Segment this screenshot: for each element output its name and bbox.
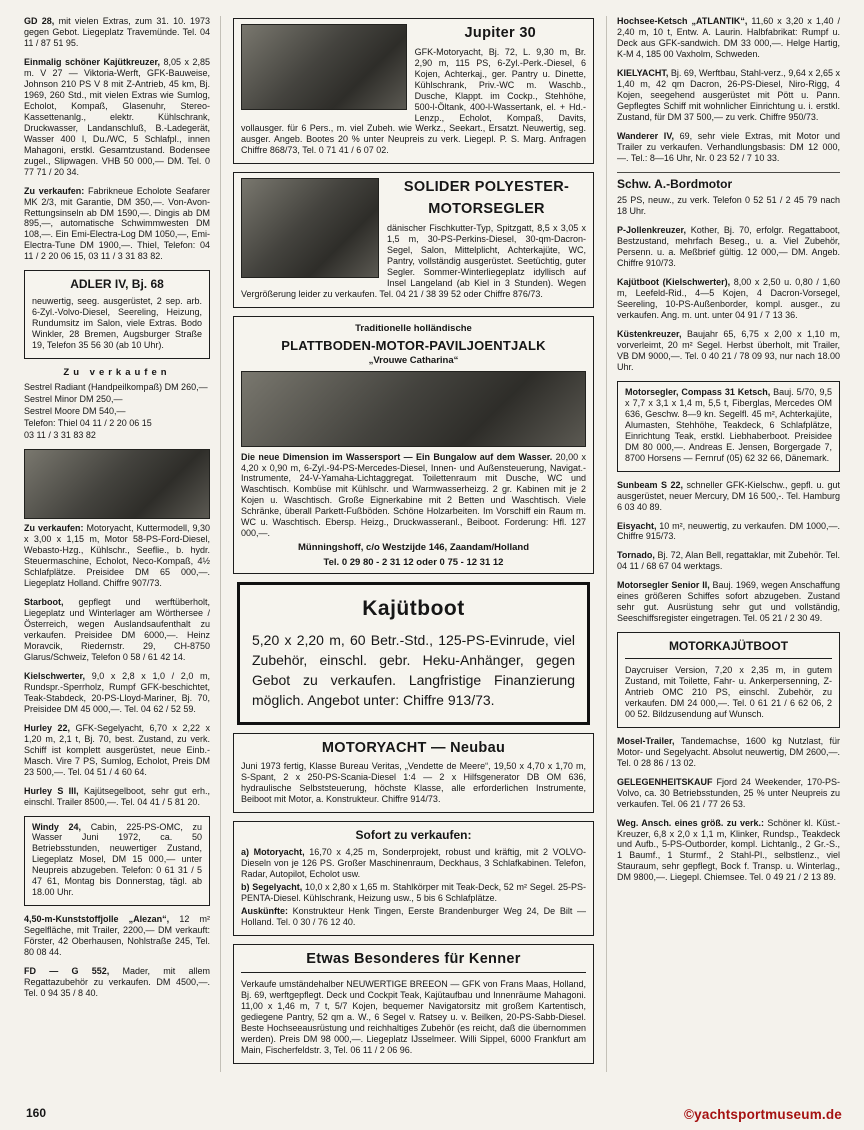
ad-title: PLATTBODEN-MOTOR-PAVILJOENTJALK — [281, 338, 546, 354]
classified-ad — [24, 966, 210, 999]
classified-ad — [24, 16, 210, 49]
ad-box — [233, 821, 594, 935]
classified-ad — [24, 723, 210, 778]
ad-text: GD 28, mit vielen Extras, zum 31. 10. 1973 gegen Gebot. Liegeplatz Travemünde. Tel. 04 11 / 87 51 95. — [24, 16, 210, 48]
ad-text: Mosel-Trailer, Tandemachse, 1600 kg Nutzlast, für Motor- und Segelyacht. Absolut neuwertig, DM 2600,—. Tel. 0 28 86 / 13 02. — [617, 735, 840, 768]
classified-ad — [617, 381, 840, 472]
ad-text: Eisyacht, 10 m², neuwertig, zu verkaufen. DM 1000,—. Chiffre 915/73. — [617, 520, 840, 542]
classified-ad — [24, 786, 210, 808]
classified-ad — [24, 186, 210, 263]
ad-text: Windy 24, Cabin, 225-PS-OMC, zu Wasser Juni 1972, ca. 50 Betriebsstunden, neuwertiger Zustand, Liegeplatz Mosel, DM 15 000,— unter Neupreis abzugeben. Telefon: 0 61 31 / 5 47 61, Montag bis Donnerstag, tägl. ab 18.00 Uhr. — [32, 821, 202, 898]
ad-text: 25 PS, neuw., zu verk. Telefon 0 52 51 / 2 45 79 nach 18 Uhr. — [617, 195, 840, 217]
classified-ad — [617, 172, 840, 218]
ad-text: Wanderer IV, 69, sehr viele Extras, mit Motor und Trailer zu verkaufen. Verhandlungsbasis: DM 12 000,—. Tel.: 8—16 Uhr, Nr. 0 23 52 / 7 10 33. — [617, 130, 840, 163]
ad-text: Küstenkreuzer, Baujahr 65, 6,75 x 2,00 x 1,10 m, vorverleimt, 20 m² Segel. Herbst überholt, mit Trailer, VB DM 9000,—. Tel. 0 40 21 / 78 09 93, nur nach 18.00 Uhr. — [617, 328, 840, 372]
ad-title: Zu verkaufen — [63, 366, 171, 378]
column-middle — [220, 16, 606, 1072]
boat-photo — [241, 178, 379, 278]
classified-ad — [617, 550, 840, 572]
ad-text: a) Motoryacht, 16,70 x 4,25 m, Sonderprojekt, robust und kräftig, mit 2 VOLVO-Dieseln von je 126 PS. Großer Maschinenraum, Deckhaus, 3 Schlafkabinen. Telefon, Radar, Autopilot, Echolot usw. — [241, 846, 586, 879]
ad-text: Kielschwerter, 9,0 x 2,8 x 1,0 / 2,0 m, Rundspr.-Sperrholz, Rumpf GFK-beschichtet, Teak-Stabdeck, 20-PS-Lloyd-Mariner, Bj. 70, Preisidee DM 45 000,—. Tel. 04 62 / 52 59. — [24, 670, 210, 714]
ad-line: 03 11 / 3 31 83 82 — [24, 430, 96, 441]
ad-title: MOTORSEGLER — [428, 201, 545, 218]
classified-ad — [24, 597, 210, 663]
ad-box — [233, 733, 594, 814]
classified-ad — [233, 18, 594, 164]
classified-ad — [24, 449, 210, 589]
ad-text: Sunbeam S 22, schneller GFK-Kielschw., gepfl. u. gut ausgerüstet, neuer Mercury, DM 16 500,-. Tel. Hamburg 6 03 40 89. — [617, 479, 840, 512]
ad-text: Zu verkaufen: Fabrikneue Echolote Seafarer MK 2/3, mit Garantie, DM 350,—. Von-Avon-Rettungsinseln ab DM 1590,—. Dingis ab DM 895,—, automatische Schwimmwesten DM 108,—. Ein Emi-Electra-Log DM 1050,—, Emi-Electra-Tune DM 1900,—. Thiel, Telefon: 04 11 / 2 20 06 15, 03 11 / 3 31 83 82. — [24, 185, 210, 262]
ad-box — [233, 944, 594, 1064]
ad-title: Sofort zu verkaufen: — [355, 828, 472, 843]
classified-ad — [617, 818, 840, 884]
ad-text: GELEGENHEITSKAUF Fjord 24 Weekender, 170-PS-Volvo, ca. 30 Betriebsstunden, 25 % unter Neupreis zu verkaufen. Tel. 06 21 / 77 26 53. — [617, 776, 840, 809]
classified-ad — [24, 914, 210, 958]
copyright-watermark: ©yachtsportmuseum.de — [684, 1107, 842, 1122]
ad-text: KIELYACHT, Bj. 69, Werftbau, Stahl-verz., 9,64 x 2,65 x 1,40 m, 42 qm Dacron, 26-PS-Diesel, Niro-Rigg, 4 Kojen, seegehend ausgerüstet mit Pött u. Pann. Gepflegtes Schiff mit wohnlicher Einrichtung u. i. erstkl. Zustand, für DM 37 500,— zu verk. Chiffre 950/73. — [617, 67, 840, 122]
ad-text: Kajütboot (Kielschwerter), 8,00 x 2,50 u. 0,80 / 1,60 m, Leefeld-Rid., 4—5 Kojen, 4 Dacron-Vorsegel, Seereling, 10-PS-Außenborder, kompl. ausger., zu verkaufen. Ang. m. unt. unter 04 91 / 7 13 36. — [617, 277, 841, 320]
classified-ad — [617, 329, 840, 373]
classified-ad — [617, 521, 840, 543]
classified-ad — [617, 16, 840, 60]
classified-ad — [617, 580, 840, 624]
ad-text: Motorsegler, Compass 31 Ketsch, Bauj. 5/70, 9,5 x 7,7 x 3,1 x 1,4 m, 5,5 t, Fiberglas, Mercedes OM 636, Geschw. 8—9 kn. Segelfl. 45 m², Achterkajüte, Alumasten, Stehhöhe, Teakdeck, 6 Schlafplätze, Einrichtung Teak, erstkl. Liebhaberboot. Preisidee DM 80 000,—. Andreas E. Jensen, Borgergade 7, 8700 Horsens — Fernruf (05) 62 32 66, Dänemark. — [625, 386, 832, 463]
classified-ad — [24, 671, 210, 715]
ad-text: Starboot, gepflegt und werftüberholt, Liegeplatz und Winterlager am Wörthersee / Österreich, wegen Auslandsaufenthalt zu verkaufen. Preisidee DM 6000,—. Heinz Moravcik, Riedernstr. 29, CH-8750 Glarus/Schweiz, Telefon 0 58 / 61 42 14. — [24, 597, 211, 662]
classified-ad — [617, 736, 840, 769]
boat-photo — [24, 449, 210, 519]
ad-text: Hochsee-Ketsch „ATLANTIK“, 11,60 x 3,20 x 1,40 / 2,40 m, 10 t, Entw. A. Laurin. Halbfabrikat: Rumpf u. Deck aus GFK-sandwich. DM 33 000,—. Helge Hartig, K-M 4, 185 00 Vaxholm, Schweden. — [617, 16, 840, 59]
classified-ad — [617, 632, 840, 727]
ad-text: Daycruiser Version, 7,20 x 2,35 m, in gutem Zustand, mit Toilette, Fahr- u. Ankerpersenning, Z-Antrieb OMC 210 PS, einschl. Zubehör, zu verkaufen. DM 24 000,—. Tel. 0 61 21 / 6 62 06, 2 00 52. Bildzusendung auf Wunsch. — [625, 664, 832, 719]
classified-ad — [617, 68, 840, 123]
ad-text: P-Jollenkreuzer, Kother, Bj. 70, erfolgr. Regattaboot, Bestzustand, mehrfach Beseg., u. a. Viel Zubehör, Persenn. u. a. Meßbrief gültig. 12 000,— DM. Angeb. Chiffre 910/73. — [617, 225, 841, 269]
ad-text: Tornado, Bj. 72, Alan Bell, regattaklar, mit Zubehör. Tel. 04 11 / 68 67 04 werktags. — [617, 550, 840, 572]
classified-ad — [617, 480, 840, 513]
ad-text: Motorsegler Senior II, Bauj. 1969, wegen Anschaffung eines größeren Schiffes sofort abzugeben. Zustand sehr gut. Ausrüstung sehr gut und vollständig, Seeschiffsregister eingetragen. Tel. 05 21 / 2 30 49. — [617, 580, 840, 624]
ad-text: Verkaufe umständehalber NEUWERTIGE BREEON — GFK von Frans Maas, Holland, Bj. 69, werftgepflegt. Deck und Cockpit Teak, Kajütaufbau und Innenräume Mahagoni. 11,00 x 1,46 m, 7 t, 5/7 Kojen, bequemer Navigatorsitz mit großem Kartentisch, gediegene Pantry, 52 qm a. W., 6 Segel v. Ratsey u. v. Beilken, 20-PS-Sabb-Diesel. Beste Hochseeausrüstung und reichhaltiges Zubehör (es reicht, daß die übernommen werden). Preis DM 98 000,—. Liegeplatz IJsselmeer. Willi Sippel, 6000 Frankfurt am Main, Fischerfeldstr. 3, Tel. 06 11 / 2 06 96. — [241, 979, 586, 1056]
ad-text: Einmalig schöner Kajütkreuzer, 8,05 x 2,85 m. V 27 — Viktoria-Werft, GFK-Bauweise, Johnson 210 PS V 8 mit Z-Antrieb, 45 km, Bj. 1969, 260 Std., mit vielen Extras wie Sumlog, Echolot, Kompaß, Glasenuhr, Stereo-Kassettenanlg., elektr. Kühlschrank, Druckwasser, Landanschluß, B.-Ladegerät, Wasser 400 l, Du./WC, 5 Schlafpl., innen Mahagoni, erstkl. Gesamtzustand. Bodensee zugel., Slipwagen. VHB 50 000,— DM. Tel. 0 77 71 / 20 34. — [24, 56, 210, 177]
ad-text: neuwertig, seeg. ausgerüstet, 2 sep. arb. 6-Zyl.-Volvo-Diesel, Seereling, Heizung, Rundumsitz im Salon, viele Extras. Bodo Winkler, 28 Bremen, Augsburger Straße 19, Telefon 35 56 30 (ab 10 Uhr). — [32, 295, 202, 350]
classified-ad — [617, 225, 840, 269]
column-left — [24, 16, 220, 1072]
ad-line: Sestrel Moore DM 540,— — [24, 406, 126, 417]
ad-box — [233, 18, 594, 164]
ad-title: Kajütboot — [362, 597, 465, 621]
classified-ad — [617, 277, 840, 321]
ad-text: Hurley 22, GFK-Segelyacht, 6,70 x 2,22 x 1,20 m, 2,1 t, Bj. 70, best. Zustand, zu verk. Schiff ist komplett ausgerüstet, neue Einb.-Masch. Vire 7 PS, Sumlog, Echolot, Preis DM 23 500,—. Tel. 04 51 / 4 60 64. — [24, 722, 210, 777]
classified-ad — [233, 821, 594, 935]
ad-box — [237, 582, 590, 724]
ad-text: b) Segelyacht, 10,0 x 2,80 x 1,65 m. Stahlkörper mit Teak-Deck, 52 m² Segel. 25-PS-PENTA-Diesel. Kühlschrank, Heizung usw., 5 bis 6 Schlafplätze. — [241, 881, 586, 903]
ad-title: „Vrouwe Catharina“ — [368, 354, 459, 366]
classified-ad — [233, 172, 594, 307]
ad-line: Telefon: Thiel 04 11 / 2 20 06 15 — [24, 418, 152, 429]
ad-text: GFK-Motoryacht, Bj. 72, L. 9,30 m, Br. 2,90 m, 115 PS, 6-Zyl.-Perk.-Diesel, 6 Kojen, Achterkaj., ger. Pantry u. Dinette, Kühlschrank, Priv.-WC m. Waschb., Dusche, Klappt. im Cockp., Stehhöhe, 500-l-Öltank, 400-l-Wassertank, el. + Hd.-Lenzp., Echolot, Kompaß, Davits, vollausger. für 6 Pers., m. viel Zubeh. wie Werkz., Seekart., Ersatzt. Neuwertig, seg. ausger. Angeb. Bootes 20 % unter Neupreis zu verk. Liegepl. P. S. Marg. Anfragen Chiffre 868/73, Tel. 0 71 41 / 6 07 02. — [241, 46, 586, 156]
ad-title: MOTORKAJÜTBOOT — [625, 639, 832, 659]
classified-ad — [24, 57, 210, 178]
ad-text: Zu verkaufen: Motoryacht, Kuttermodell, 9,30 x 3,00 x 1,15 m, Motor 58-PS-Ford-Diesel, Webasto-Hzg., Kühlschr., Seeflie., b. hydr. Steuermaschine, Echolot, Neco-Kompaß, 4½ Schlafplätze. Preisidee DM 65 000,—. Liegeplatz Holland. Chiffre 907/73. — [24, 523, 211, 589]
page-number: 160 — [26, 1106, 47, 1120]
ad-title: Etwas Besonderes für Kenner — [241, 951, 586, 974]
classified-ad — [617, 131, 840, 164]
ad-title: Schw. A.-Bordmotor — [617, 172, 840, 192]
ad-text: 4,50-m-Kunststoffjolle „Alezan“, 12 m² Segelfläche, mit Trailer, 2200,— DM verkauft: Förster, 42 Oberhausen, Nohlstraße 245, Tel. 80 08 44. — [24, 914, 210, 958]
ad-title: SOLIDER POLYESTER- — [403, 179, 570, 196]
classified-ad — [24, 270, 210, 358]
ad-line: Sestrel Minor DM 250,— — [24, 394, 123, 405]
ad-box — [24, 270, 210, 358]
classified-ad — [24, 816, 210, 907]
ad-text: Hurley S III, Kajütsegelboot, sehr gut erh., einschl. Trailer 8500,—. Tel. 04 41 / 5 81 20. — [24, 785, 210, 807]
ad-line: Sestrel Radiant (Handpeilkompaß) DM 260,— — [24, 382, 208, 393]
classified-ad — [233, 582, 594, 724]
ad-box — [233, 316, 594, 575]
ad-title: ADLER IV, Bj. 68 — [70, 277, 164, 292]
ad-title: Traditionelle holländische — [355, 322, 472, 334]
ad-text: Juni 1973 fertig, Klasse Bureau Veritas, „Vendette de Meere“, 19,50 x 4,70 x 1,70 m, S-Spant, 2 x 250-PS-Scania-Diesel 1:4 — 2 x Hilfsgenerator DB OM 636, hydraulische Selbststeuerung, höchste Klasse, alle erforderlichen Instrumente, Beiboot mit Motor, a. Konstrukteur. Chiffre 914/73. — [241, 761, 586, 805]
ad-text: dänischer Fischkutter-Typ, Spitzgatt, 8,5 x 3,05 x 1,5 m, 30-PS-Perkins-Diesel, 30-qm-Dacron-Segel, Salon, Mittelplicht, Achterkajüte, WC, Pantry, vollständig ausgerüstet. Seetüchtig, guter Segler. Sommer-Winterliegeplatz idyllisch auf Insel Langeland (ab Kiel in 3 Stunden). Wegen Vergrößerung leider zu verkaufen. Tel. 04 21 / 38 39 52 oder Chiffre 876/73. — [241, 222, 586, 299]
ad-box — [617, 632, 840, 727]
ad-footer: Tel. 0 29 80 - 2 31 12 oder 0 75 - 12 31 12 — [323, 556, 504, 568]
ad-box — [617, 381, 840, 472]
boat-photo — [241, 371, 586, 447]
ad-box — [233, 172, 594, 307]
ad-title: Jupiter 30 — [464, 25, 537, 41]
ad-text: 5,20 x 2,20 m, 60 Betr.-Std., 125-PS-Evinrude, viel Zubehör, einschl. gebr. Heku-Anhänger, gegen Gebot zu verkaufen. Langfristige Finanzierung möglich. Angebot unter: Chiffre 913/73. — [252, 632, 575, 708]
ad-footer: Münningshoff, c/o Westzijde 146, Zaandam/Holland — [297, 542, 529, 554]
ad-text: FD — G 552, Mader, mit allem Regattazubehör zu verkaufen. DM 4500,—. Tel. 0 94 35 / 8 40. — [24, 966, 210, 999]
classified-ad — [233, 944, 594, 1064]
classified-ad — [617, 777, 840, 810]
classified-ad — [24, 367, 210, 441]
column-right — [606, 16, 840, 1072]
ad-text: Die neue Dimension im Wassersport — Ein Bungalow auf dem Wasser. 20,00 x 4,20 x 0,90 m, 6-Zyl.-94-PS-Mercedes-Diesel, Innen- und Außensteuerung, Navigat.-Instrumente, 24-V-Yamaha-Lichtaggregat. Toilettenraum mit Dusche, WC und Waschtisch. Kombüse mit Kühlschr. und Warmwasserheizg. 2 gr. Kabinen mit je 2 Kojen u. Waschtisch. Große Eignerkabine mit 2 Betten und Waschtisch. Viele Schränke, überall Parkett-Fußböden. Schöne Holzarbeiten. Im Vorschiff ein Raum m. WC u. Waschtisch. Ebersp. Heizg., Druckwasseranl., Beiboot. Forderung: Hfl. 127 000,—. — [241, 451, 586, 539]
ad-box — [24, 816, 210, 907]
classified-ad — [233, 733, 594, 814]
ad-text: Weg. Ansch. eines größ. zu verk.: Schöner kl. Küst.-Kreuzer, 6,8 x 2,0 x 1,1 m, Klinker, Rundsp., Teakdeck und Aufb., 5-PS-Outborder, kompl. Lichtanlg., 2 Gr.-S., 1 Baumf., 1 Sturmf., 2 Stahl-Pl., selbstlenz., viel Stauraum, sehr gepflegt, Bock f. Transp. u. Winterlag., DM 9800,—. Liegepl. Chiemsee. Tel. 0 49 21 / 2 13 89. — [617, 817, 840, 883]
boat-photo — [241, 24, 407, 110]
ad-title: MOTORYACHT — Neubau — [321, 739, 506, 756]
classified-ad — [233, 316, 594, 575]
ad-text: Auskünfte: Konstrukteur Henk Tingen, Eerste Brandenburger Weg 24, De Bilt — Holland. Tel. 0 30 / 76 12 40. — [241, 905, 586, 927]
